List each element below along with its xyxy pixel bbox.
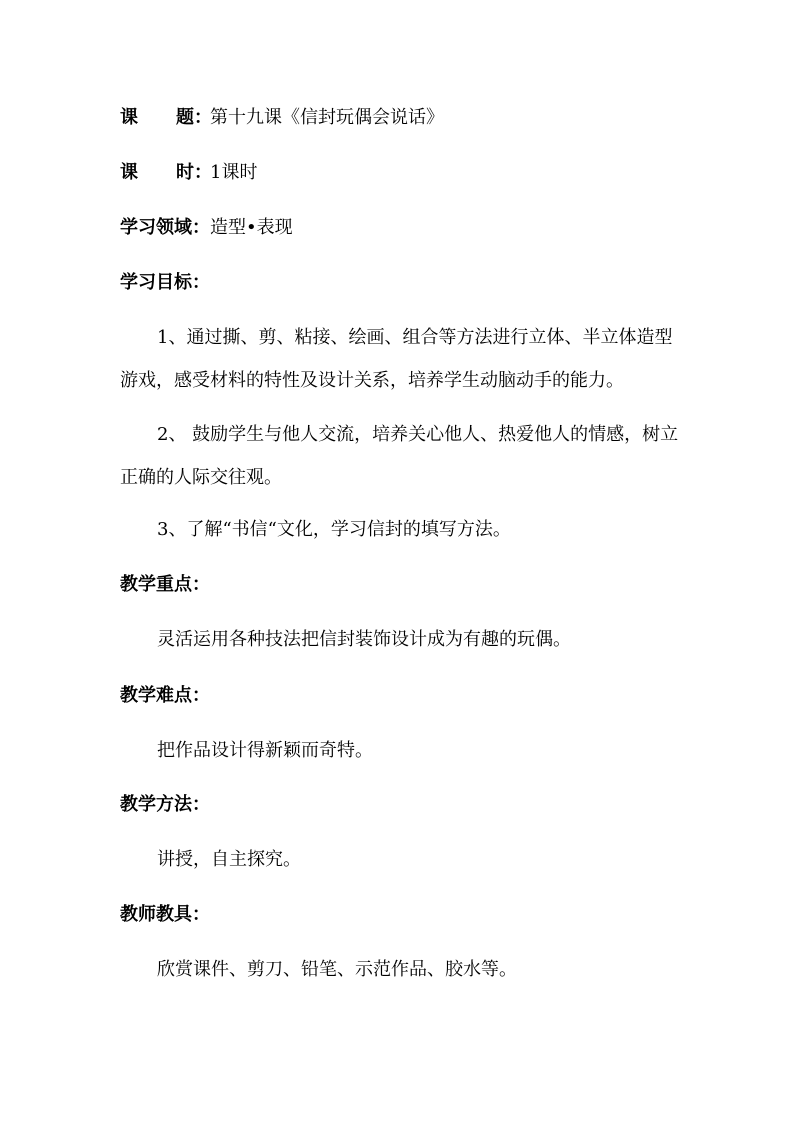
key-points-text: 灵活运用各种技法把信封装饰设计成为有趣的玩偶。 [157, 629, 571, 650]
tools-heading: 教师教具： [120, 904, 210, 925]
learning-field-label: 学习领域： [120, 217, 210, 238]
objective-item-3: 3、了解“书信“文化，学习信封的填写方法。 [157, 519, 511, 540]
lesson-topic-label: 课 题： [120, 107, 212, 128]
lesson-topic-row [120, 106, 444, 130]
methods-heading: 教学方法： [120, 794, 210, 815]
difficulties-text: 把作品设计得新颖而奇特。 [157, 740, 373, 761]
objective-item-2: 2、 鼓励学生与他人交流，培养关心他人、热爱他人的情感，树立正确的人际交往观。 [120, 424, 679, 488]
objectives-heading: 学习目标： [120, 272, 210, 293]
difficulties-heading: 教学难点： [120, 685, 210, 706]
lesson-topic-value: 第十九课《信封玩偶会说话》 [210, 107, 444, 128]
methods-text: 讲授，自主探究。 [157, 849, 301, 870]
tools-text: 欣赏课件、剪刀、铅笔、示范作品、胶水等。 [157, 959, 517, 980]
learning-field-row [120, 216, 293, 240]
lesson-hours-value: 1课时 [210, 162, 258, 183]
key-points-heading: 教学重点： [120, 574, 210, 595]
lesson-hours-label: 课 时： [120, 162, 212, 183]
lesson-hours-row [120, 161, 257, 185]
learning-field-value: 造型•表现 [210, 217, 293, 238]
objective-item-1: 1、通过撕、剪、粘接、绘画、组合等方法进行立体、半立体造型游戏，感受材料的特性及设计关系，培养学生动脑动手的能力。 [120, 327, 673, 391]
